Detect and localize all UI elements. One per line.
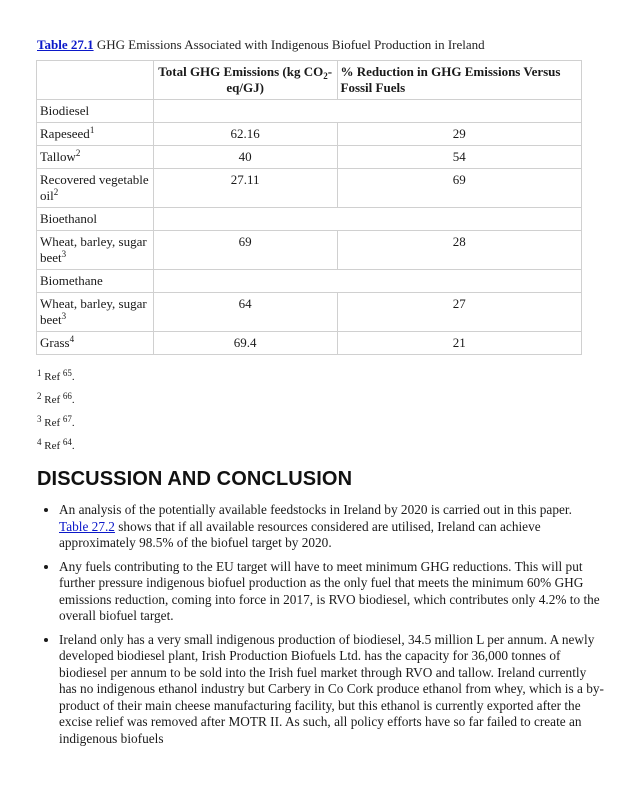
- reduction-cell: 29: [337, 123, 582, 146]
- caption-text: GHG Emissions Associated with Indigenous Biofuel Production in Ireland: [93, 37, 485, 52]
- total-ghg-cell: 69: [153, 231, 337, 270]
- table-27-1-link[interactable]: Table 27.1: [37, 37, 94, 52]
- table-row: [37, 123, 582, 146]
- feedstock-cell: Recovered vegetable oil$^2$: [37, 169, 154, 208]
- list-item: • Any fuels contributing to the EU target will have to meet minimum GHG reductions. This will put further pressure indigenous biofuel production as the only fuel that meets the minimum 60% GHG emissions reduction, coming into force in 2017, is RVO biodiesel, which contributes only 4.2% to the overall biofuel target.: [59, 559, 604, 625]
- table-row: [37, 231, 582, 270]
- category-biodiesel: Biodiesel: [37, 100, 154, 123]
- list-item: • An analysis of the potentially available feedstocks in Ireland by 2020 is carried out in this paper. Table 27.2 shows that if all available resources considered are utilised, Ireland can achieve approximately 98.5% of the biofuel target by 2020.: [59, 502, 604, 552]
- table-27-2-link[interactable]: Table 27.2: [59, 518, 115, 534]
- reduction-cell: 54: [337, 146, 582, 169]
- total-ghg-cell: 40: [153, 146, 337, 169]
- reduction-cell: 27: [337, 293, 582, 332]
- table-caption: [37, 37, 597, 53]
- header-reduction: % Reduction in GHG Emissions Versus Fossil Fuels: [337, 61, 582, 100]
- header-total-ghg: Total GHG Emissions (kg $CO_2-eq/GJ$): [153, 61, 337, 100]
- total-ghg-cell: 69.4: [153, 332, 337, 355]
- table-row: [37, 146, 582, 169]
- total-ghg-cell: 27.11: [153, 169, 337, 208]
- footnote: $^1$ Ref $^{65}$.: [37, 368, 75, 383]
- table-row: [37, 332, 582, 355]
- category-bioethanol: Bioethanol: [37, 208, 154, 231]
- feedstock-cell: Tallow$^2$: [37, 146, 154, 169]
- total-ghg-cell: 62.16: [153, 123, 337, 146]
- table-footnotes: [37, 366, 75, 458]
- table-row: [37, 169, 582, 208]
- ghg-emissions-table: [36, 60, 582, 355]
- section-heading: DISCUSSION AND CONCLUSION: [37, 468, 353, 490]
- category-row: [37, 100, 582, 123]
- footnote: $^3$ Ref $^{67}$.: [37, 414, 75, 429]
- list-item: • Ireland only has a very small indigenous production of biodiesel, 34.5 million L per annum. A newly developed biodiesel plant, Irish Production Biofuels Ltd. has the capacity for 36,000 tonnes of biodiesel per annum to be sold into the Irish fuel market through RVO and tallow. Ireland currently has no indigenous ethanol industry but Carbery in Co Cork produce ethanol from whey, which is a by-product of their main cheese manufacturing facility, but this ethanol is currently exported after the excise relief was removed after MOTR II. As such, all policy efforts have so far failed to create an indigenous biofuels: [59, 632, 604, 748]
- total-ghg-cell: 64: [153, 293, 337, 332]
- category-row: [37, 270, 582, 293]
- header-feedstock: [37, 61, 154, 100]
- feedstock-cell: Wheat, barley, sugar beet$^3$: [37, 293, 154, 332]
- feedstock-cell: Wheat, barley, sugar beet$^3$: [37, 231, 154, 270]
- footnote: $^2$ Ref $^{66}$.: [37, 391, 75, 406]
- conclusion-list: [37, 502, 604, 754]
- feedstock-cell: Grass$^4$: [37, 332, 154, 355]
- footnote: $^4$ Ref $^{64}$.: [37, 437, 75, 452]
- reduction-cell: 21: [337, 332, 582, 355]
- reduction-cell: 28: [337, 231, 582, 270]
- category-biomethane: Biomethane: [37, 270, 154, 293]
- table-header-row: [37, 61, 582, 100]
- reduction-cell: 69: [337, 169, 582, 208]
- feedstock-cell: Rapeseed$^1$: [37, 123, 154, 146]
- category-row: [37, 208, 582, 231]
- table-row: [37, 293, 582, 332]
